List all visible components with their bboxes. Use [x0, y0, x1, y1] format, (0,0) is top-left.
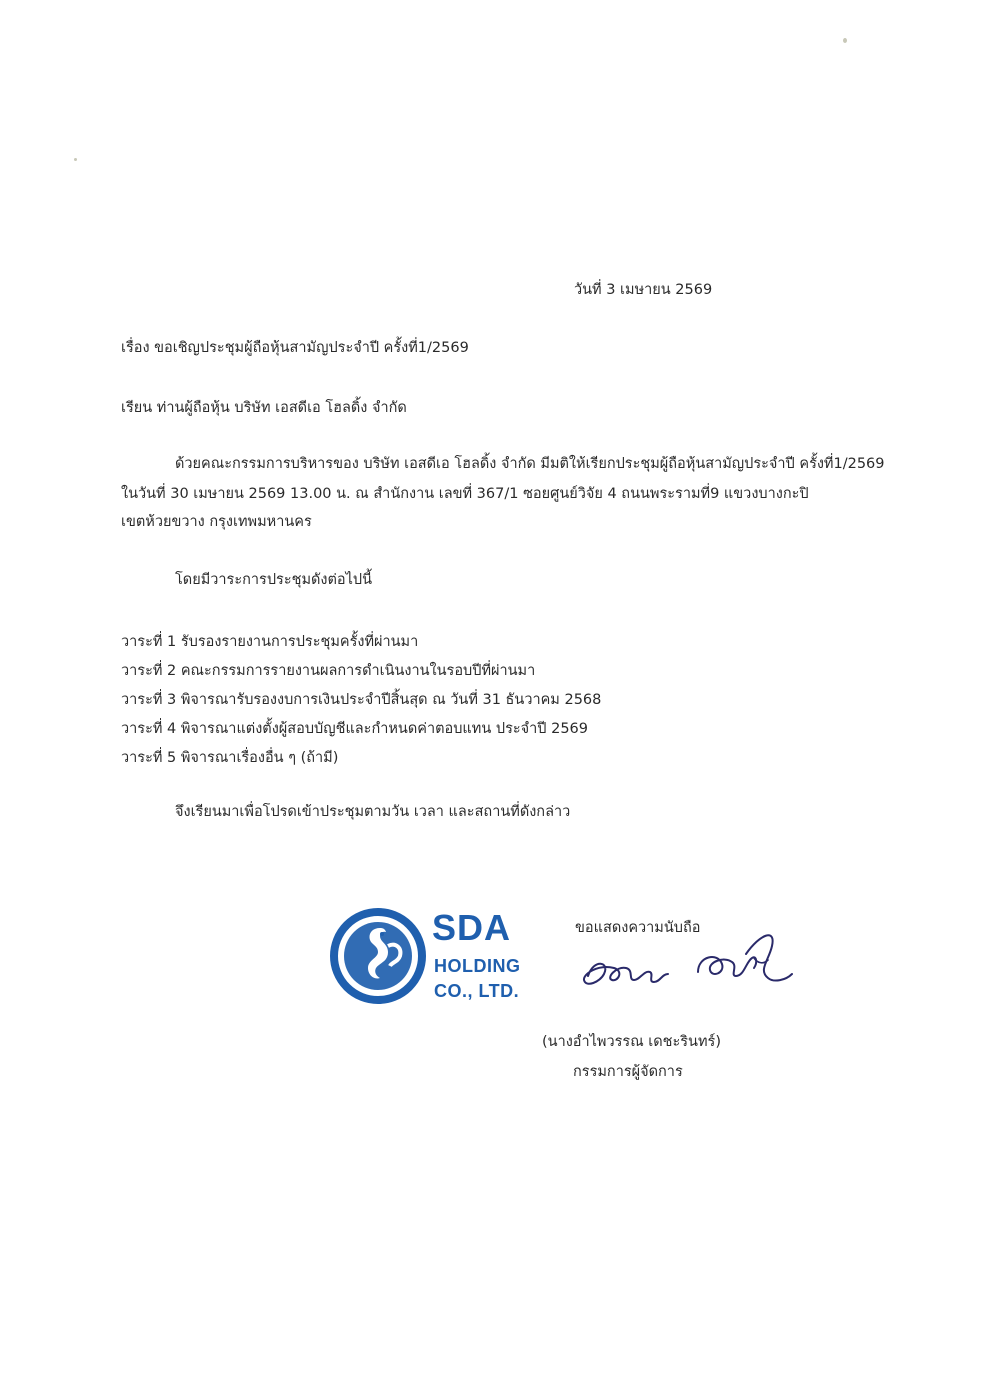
agenda-item: วาระที่ 1 รับรองรายงานการประชุมครั้งที่ผ่านมา [121, 634, 419, 650]
stamp-co-ltd-text: CO., LTD. [434, 981, 520, 1001]
body-paragraph-line-2: ในวันที่ 30 เมษายน 2569 13.00 น. ณ สำนักงาน เลขที่ 367/1 ซอยศูนย์วิจัย 4 ถนนพระรามที่9 แขวงบางกะปิ [121, 486, 809, 502]
agenda-list [121, 628, 601, 773]
letter-salutation: เรียน ท่านผู้ถือหุ้น บริษัท เอสดีเอ โฮลดิ้ง จำกัด [121, 400, 407, 416]
closing-line: จึงเรียนมาเพื่อโปรดเข้าประชุมตามวัน เวลา และสถานที่ดังกล่าว [175, 804, 571, 820]
agenda-intro: โดยมีวาระการประชุมดังต่อไปนี้ [175, 572, 373, 588]
scan-speck [74, 158, 77, 161]
regards-text: ขอแสดงความนับถือ [575, 920, 701, 936]
letter-subject: เรื่อง ขอเชิญประชุมผู้ถือหุ้นสามัญประจำปี ครั้งที่1/2569 [121, 340, 469, 356]
scan-speck [843, 38, 847, 43]
agenda-item: วาระที่ 5 พิจารณาเรื่องอื่น ๆ (ถ้ามี) [121, 750, 339, 766]
handwritten-signature-icon [578, 924, 808, 1004]
stamp-company-name: SDA [432, 907, 512, 948]
body-paragraph-line-3: เขตห้วยขวาง กรุงเทพมหานคร [121, 514, 312, 530]
body-paragraph-line-1: ด้วยคณะกรรมการบริหารของ บริษัท เอสดีเอ โฮลดิ้ง จำกัด มีมติให้เรียกประชุมผู้ถือหุ้นสามัญประจำปี ครั้งที่1/2569 [175, 456, 885, 472]
agenda-item: วาระที่ 4 พิจารณาแต่งตั้งผู้สอบบัญชีและกำหนดค่าตอบแทน ประจำปี 2569 [121, 721, 588, 737]
signer-title: กรรมการผู้จัดการ [573, 1064, 683, 1080]
letter-date: วันที่ 3 เมษายน 2569 [574, 282, 713, 298]
agenda-item: วาระที่ 3 พิจารณารับรองงบการเงินประจำปีสิ้นสุด ณ วันที่ 31 ธันวาคม 2568 [121, 692, 602, 708]
signer-name: (นางอำไพวรรณ เดชะรินทร์) [542, 1034, 721, 1050]
stamp-holding-text: HOLDING [434, 956, 521, 976]
agenda-item: วาระที่ 2 คณะกรรมการรายงานผลการดำเนินงานในรอบปีที่ผ่านมา [121, 663, 536, 679]
